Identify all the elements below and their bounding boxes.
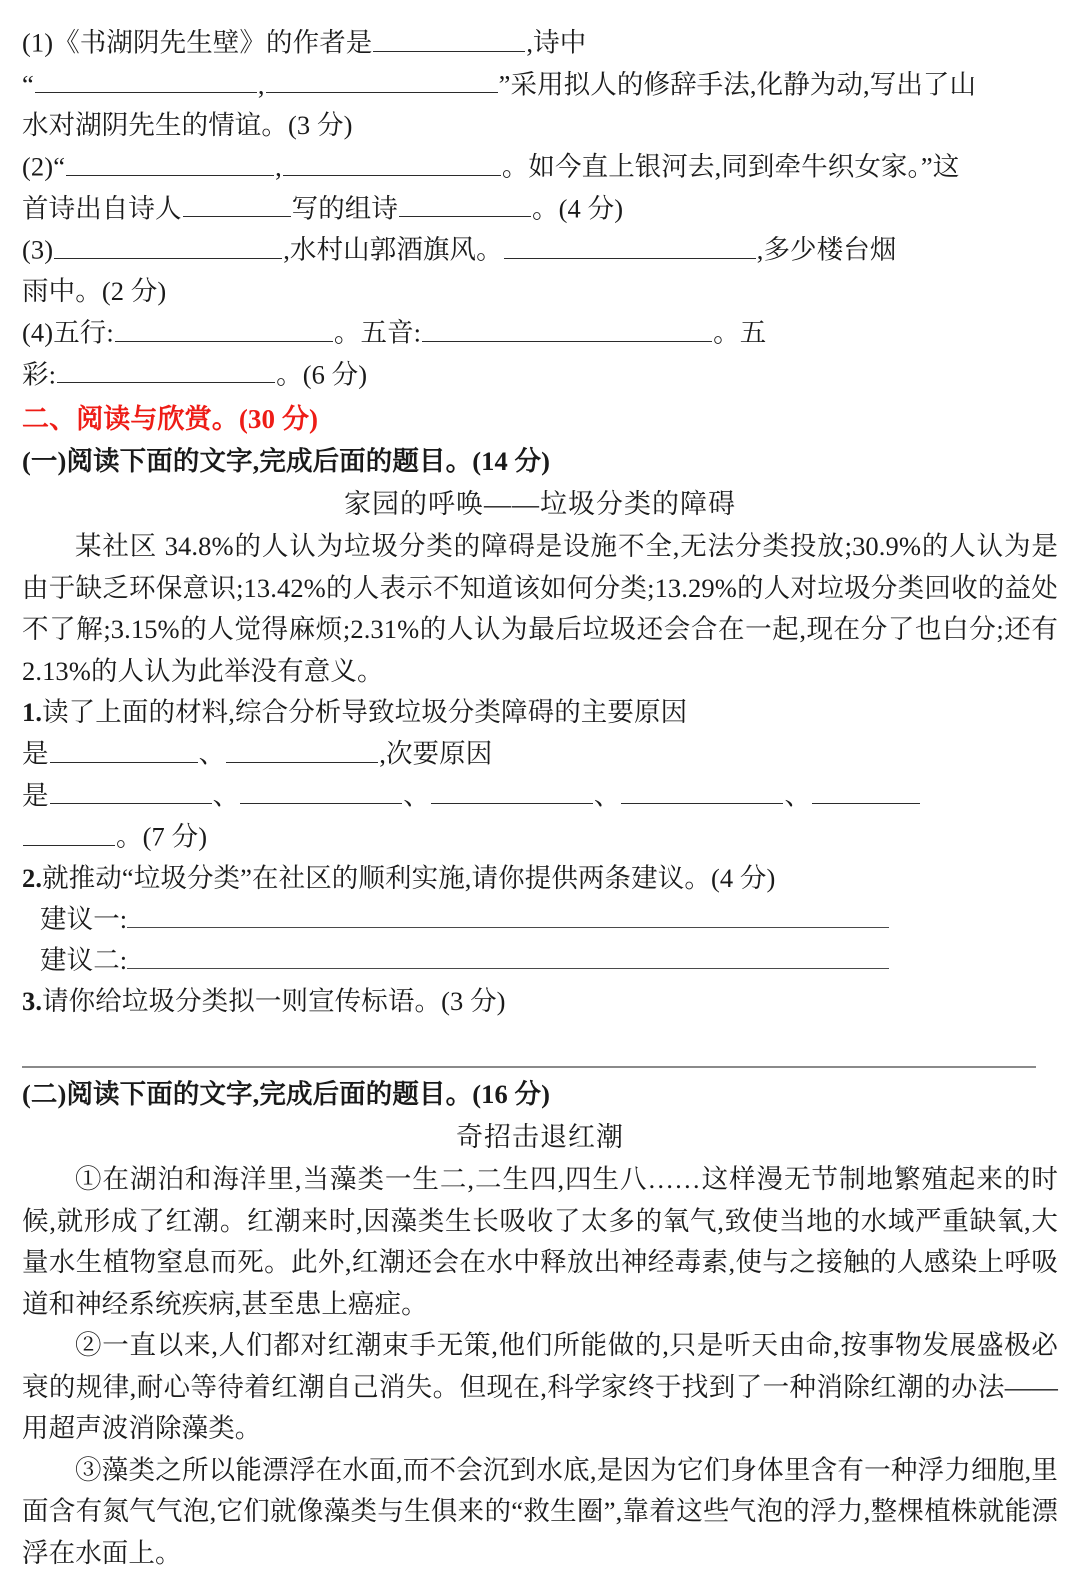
question-3-points: (3 分) bbox=[441, 986, 506, 1017]
fill-item-1-line-3 bbox=[22, 105, 1058, 146]
section-divider bbox=[22, 1066, 1036, 1068]
item-2-quote-open: “ bbox=[53, 151, 66, 182]
item-2-quote-close: ” bbox=[920, 151, 933, 182]
answer-blank[interactable] bbox=[57, 354, 275, 384]
item-1-points: (3 分) bbox=[288, 110, 353, 141]
item-2-period: 。 bbox=[532, 193, 559, 224]
question-3-number: 3. bbox=[22, 986, 43, 1017]
item-4-sep-2: 。 bbox=[713, 317, 740, 348]
answer-blank[interactable] bbox=[66, 146, 274, 176]
question-1-head-b: 是 bbox=[22, 780, 49, 811]
answer-blank[interactable] bbox=[35, 64, 257, 94]
answer-blank[interactable] bbox=[373, 22, 525, 52]
item-1-text-c: 采用拟人的修辞手法,化静为动,写出了山 bbox=[510, 69, 977, 100]
item-4-points: (6 分) bbox=[302, 359, 368, 390]
answer-blank[interactable] bbox=[266, 64, 498, 94]
item-3-text-c: 雨中。 bbox=[22, 276, 102, 307]
question-1-end: 。 bbox=[116, 822, 143, 853]
item-4-label-2: 五音: bbox=[360, 317, 422, 348]
item-3-marker: (3) bbox=[22, 235, 54, 266]
question-2-line-1 bbox=[22, 858, 1058, 899]
part-one-points: (14 分) bbox=[472, 446, 551, 477]
part-two-points: (16 分) bbox=[472, 1079, 551, 1110]
item-4-sep-1: 。 bbox=[333, 317, 361, 348]
question-1-points: (7 分) bbox=[142, 822, 208, 853]
question-1-line-4 bbox=[22, 816, 1058, 858]
part-two-paragraph-1: ①在湖泊和海洋里,当藻类一生二,二生四,四生八……这样漫无节制地繁殖起来的时候,就形成了红潮。红潮来时,因藻类生长吸收了太多的氧气,致使当地的水域严重缺氧,大量水生植物窒息而死。此外,红潮还会在水中释放出神经毒素,使与之接触的人感染上呼吸道和神经系统疾病,甚至患上癌症。 bbox=[22, 1164, 1058, 1319]
question-1-sep-a: 、 bbox=[212, 780, 240, 811]
fill-item-1-line-2 bbox=[22, 64, 1058, 106]
question-3-text: 请你给垃圾分类拟一则宣传标语。 bbox=[42, 986, 442, 1017]
question-3-answer-space[interactable] bbox=[22, 1022, 1058, 1066]
part-two-article-title: 奇招击退红潮 bbox=[456, 1122, 624, 1153]
answer-blank[interactable] bbox=[50, 775, 212, 805]
item-4-sep-3: 。 bbox=[276, 359, 303, 390]
part-two-paragraph-2: ②一直以来,人们都对红潮束手无策,他们所能做的,只是听天由命,按事物发展盛极必衰的规律,耐心等待着红潮自己消失。但现在,科学家终于找到了一种消除红潮的办法——用超声波消除藻类。 bbox=[22, 1330, 1058, 1444]
answer-blank[interactable] bbox=[422, 312, 712, 342]
answer-blank[interactable] bbox=[50, 733, 198, 763]
item-2-text-d: 写的组诗 bbox=[291, 193, 399, 224]
item-4-label-3-head: 五 bbox=[739, 317, 767, 348]
suggestion-2-answer-line[interactable] bbox=[127, 940, 889, 969]
item-1-quote-open: “ bbox=[22, 69, 34, 100]
fill-item-4-line-2 bbox=[22, 354, 1058, 396]
answer-blank[interactable] bbox=[621, 775, 783, 805]
item-4-label-1: 五行: bbox=[53, 317, 114, 348]
question-1-text: 读了上面的材料,综合分析导致垃圾分类障碍的主要原因 bbox=[42, 697, 688, 728]
part-one-article-body: 某社区 34.8%的人认为垃圾分类的障碍是设施不全,无法分类投放;30.9%的人认为是由于缺乏环保意识;13.42%的人表示不知道该如何分类;13.29%的人对垃圾分类回收的益处不了解;3.15%的人觉得麻烦;2.31%的人认为最后垃圾还会合在一起,现在分了也白分;还有 2.13%的人认为此举没有意义。 bbox=[22, 531, 1058, 686]
question-3-line-1 bbox=[22, 981, 1058, 1022]
fill-item-3-line-1 bbox=[22, 229, 1058, 271]
fill-item-3-line-2 bbox=[22, 271, 1058, 312]
question-1-sep-b: 、 bbox=[403, 780, 430, 811]
part-one-label: (一)阅读下面的文字,完成后面的题目。 bbox=[22, 446, 473, 477]
question-2-suggestion-1-row bbox=[22, 899, 1058, 940]
question-1-sep-d: 、 bbox=[784, 780, 812, 811]
item-1-quote-close: ” bbox=[498, 69, 511, 100]
suggestion-2-label: 建议二: bbox=[40, 945, 128, 976]
question-1-tail: ,次要原因 bbox=[379, 738, 493, 769]
suggestion-1-label: 建议一: bbox=[40, 904, 128, 935]
section-heading-points: (30 分) bbox=[238, 404, 319, 435]
section-heading-reading bbox=[22, 398, 1058, 441]
item-2-text-b: 这 bbox=[932, 151, 960, 182]
item-2-comma: , bbox=[275, 151, 282, 182]
question-1-sep: 、 bbox=[198, 738, 226, 769]
item-2-marker: (2) bbox=[22, 151, 54, 182]
part-two-label-row bbox=[22, 1074, 1058, 1115]
question-2-suggestion-2-row bbox=[22, 940, 1058, 981]
answer-blank[interactable] bbox=[183, 188, 291, 218]
item-1-text-a: 《书湖阴先生壁》的作者是 bbox=[53, 27, 373, 58]
item-2-points: (4 分) bbox=[558, 193, 624, 224]
fill-item-2-line-2 bbox=[22, 188, 1058, 230]
question-2-text: 就推动“垃圾分类”在社区的顺利实施,请你提供两条建议。 bbox=[42, 863, 711, 894]
answer-blank[interactable] bbox=[399, 188, 531, 218]
section-heading-text: 二、阅读与欣赏。 bbox=[22, 404, 239, 435]
item-1-comma: , bbox=[257, 69, 265, 100]
suggestion-1-answer-line[interactable] bbox=[127, 899, 889, 928]
answer-blank[interactable] bbox=[115, 312, 333, 342]
item-1-marker: (1) bbox=[22, 27, 54, 58]
question-1-number: 1. bbox=[22, 697, 43, 728]
answer-blank[interactable] bbox=[283, 146, 501, 176]
answer-blank[interactable] bbox=[812, 775, 920, 805]
item-4-label-3: 彩: bbox=[22, 359, 57, 390]
part-two-paragraph-3: ③藻类之所以能漂浮在水面,而不会沉到水底,是因为它们身体里含有一种浮力细胞,里面含有氮气气泡,它们就像藻类与生俱来的“救生圈”,靠着这些气泡的浮力,整棵植株就能漂浮在水面上。 bbox=[22, 1454, 1058, 1568]
item-3-text-b: ,多少楼台烟 bbox=[756, 235, 897, 266]
answer-blank[interactable] bbox=[54, 229, 282, 259]
answer-blank[interactable] bbox=[226, 733, 378, 763]
question-1-head-a: 是 bbox=[22, 738, 49, 769]
item-1-text-d: 水对湖阴先生的情谊。 bbox=[22, 110, 288, 141]
item-4-marker: (4) bbox=[22, 317, 54, 348]
part-one-article-title: 家园的呼唤——垃圾分类的障碍 bbox=[344, 489, 736, 520]
question-1-line-1 bbox=[22, 692, 1058, 733]
question-2-points: (4 分) bbox=[710, 863, 776, 894]
item-1-text-b: ,诗中 bbox=[526, 27, 587, 58]
question-1-sep-c: 、 bbox=[593, 780, 621, 811]
item-2-text-c: 首诗出自诗人 bbox=[22, 193, 182, 224]
question-1-line-3 bbox=[22, 775, 1058, 817]
fill-item-1-line-1 bbox=[22, 22, 1058, 64]
item-2-text-a: 。如今直上银河去,同到牵牛织女家。 bbox=[501, 151, 921, 182]
part-two-label: (二)阅读下面的文字,完成后面的题目。 bbox=[22, 1079, 473, 1110]
answer-blank[interactable] bbox=[431, 775, 593, 805]
answer-blank[interactable] bbox=[240, 775, 402, 805]
item-3-text-a: ,水村山郭酒旗风。 bbox=[283, 235, 503, 266]
answer-blank[interactable] bbox=[504, 229, 756, 259]
fill-item-2-line-1 bbox=[22, 146, 1058, 188]
question-1-line-2 bbox=[22, 733, 1058, 775]
question-2-number: 2. bbox=[22, 863, 43, 894]
fill-item-4-line-1 bbox=[22, 312, 1058, 354]
item-3-points: (2 分) bbox=[101, 276, 167, 307]
answer-blank[interactable] bbox=[23, 816, 115, 846]
part-one-label-row bbox=[22, 441, 1058, 482]
